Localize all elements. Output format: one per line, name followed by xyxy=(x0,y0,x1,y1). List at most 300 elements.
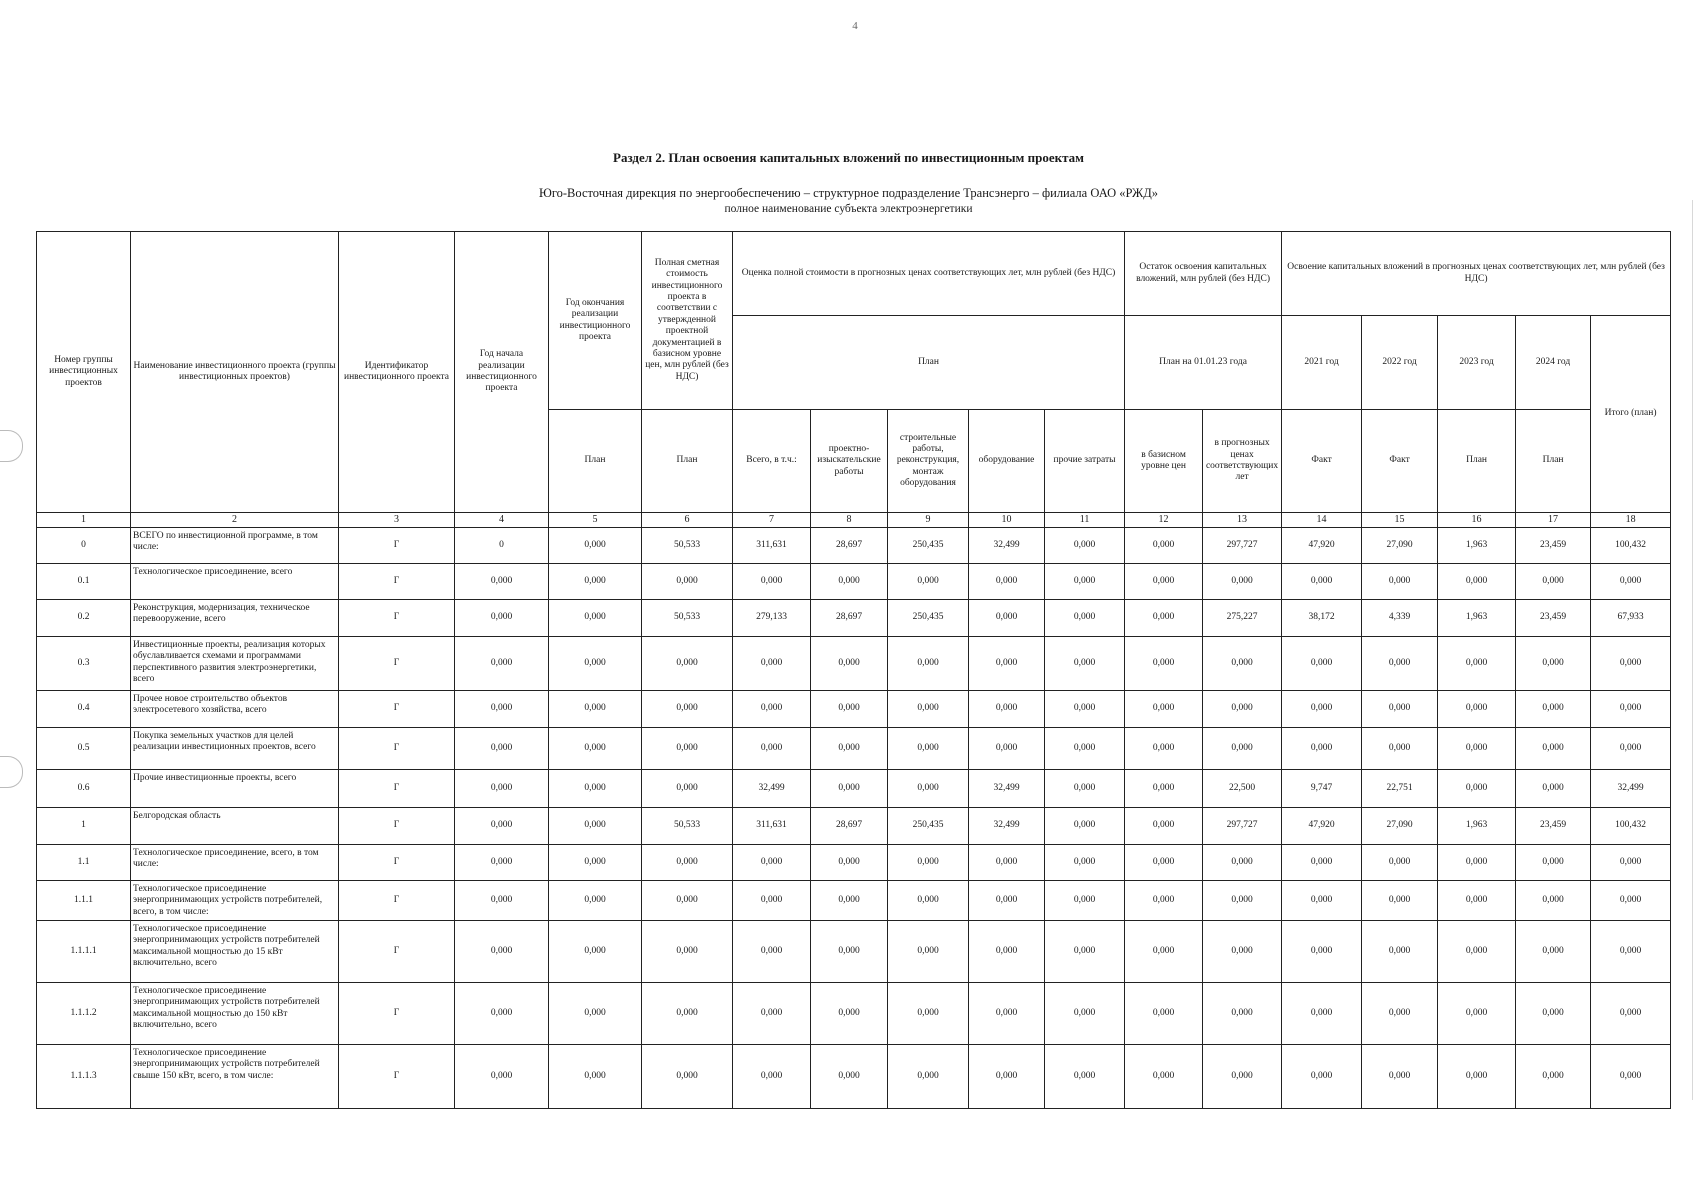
remainder-forecast-cell: 0,000 xyxy=(1203,845,1282,881)
fact-2022-cell: 4,339 xyxy=(1362,600,1438,637)
fact-2021-cell: 47,920 xyxy=(1282,808,1362,845)
punch-hole xyxy=(0,756,23,788)
header-end-year: Год окончания реализации инвестиционного проекта xyxy=(549,232,642,410)
end-year-cell: 0,000 xyxy=(549,528,642,564)
project-name-cell: Покупка земельных участков для целей реализации инвестиционных проектов, всего xyxy=(131,728,339,770)
remainder-base-cell: 0,000 xyxy=(1125,691,1203,728)
row-number-cell: 1.1.1.1 xyxy=(37,921,131,983)
remainder-forecast-cell: 22,500 xyxy=(1203,770,1282,808)
remainder-base-cell: 0,000 xyxy=(1125,600,1203,637)
identifier-cell: Г xyxy=(339,691,455,728)
estimate-cost-cell: 0,000 xyxy=(642,770,733,808)
start-year-cell: 0,000 xyxy=(455,600,549,637)
project-name-cell: Технологическое присоединение, всего, в том числе: xyxy=(131,845,339,881)
construction-works-cell: 0,000 xyxy=(888,845,969,881)
total-cost-cell: 0,000 xyxy=(733,1045,811,1109)
header-fact-2021: Факт xyxy=(1282,410,1362,513)
table-row xyxy=(37,845,1671,881)
remainder-base-cell: 0,000 xyxy=(1125,983,1203,1045)
fact-2022-cell: 0,000 xyxy=(1362,728,1438,770)
total-cost-cell: 0,000 xyxy=(733,845,811,881)
table-row xyxy=(37,564,1671,600)
header-estimate-cost: Полная сметная стоимость инвестиционного проекта в соответствии с утвержденной проектной документацией в базисном уровне цен, млн рублей (без НДС) xyxy=(642,232,733,410)
start-year-cell: 0,000 xyxy=(455,808,549,845)
table-row xyxy=(37,1045,1671,1109)
column-number: 7 xyxy=(733,513,811,528)
total-plan-cell: 0,000 xyxy=(1591,921,1671,983)
row-number-cell: 1.1.1 xyxy=(37,881,131,921)
start-year-cell: 0,000 xyxy=(455,564,549,600)
construction-works-cell: 0,000 xyxy=(888,921,969,983)
remainder-base-cell: 0,000 xyxy=(1125,528,1203,564)
header-plan-2023: План xyxy=(1438,410,1516,513)
remainder-forecast-cell: 0,000 xyxy=(1203,728,1282,770)
end-year-cell: 0,000 xyxy=(549,691,642,728)
table-header xyxy=(37,232,1671,513)
header-col5-plan: План xyxy=(549,410,642,513)
start-year-cell: 0,000 xyxy=(455,921,549,983)
plan-2024-cell: 23,459 xyxy=(1516,808,1591,845)
row-number-cell: 1.1.1.3 xyxy=(37,1045,131,1109)
row-number-cell: 0.6 xyxy=(37,770,131,808)
total-plan-cell: 100,432 xyxy=(1591,528,1671,564)
estimate-cost-cell: 50,533 xyxy=(642,600,733,637)
plan-2024-cell: 0,000 xyxy=(1516,770,1591,808)
identifier-cell: Г xyxy=(339,728,455,770)
construction-works-cell: 250,435 xyxy=(888,808,969,845)
row-number-cell: 1.1.1.2 xyxy=(37,983,131,1045)
plan-2024-cell: 0,000 xyxy=(1516,728,1591,770)
remainder-forecast-cell: 0,000 xyxy=(1203,1045,1282,1109)
organization-caption: полное наименование субъекта электроэнергетики xyxy=(724,203,973,215)
end-year-cell: 0,000 xyxy=(549,845,642,881)
fact-2022-cell: 0,000 xyxy=(1362,881,1438,921)
column-number: 11 xyxy=(1045,513,1125,528)
fact-2022-cell: 0,000 xyxy=(1362,564,1438,600)
plan-2023-cell: 0,000 xyxy=(1438,921,1516,983)
design-works-cell: 0,000 xyxy=(811,564,888,600)
design-works-cell: 28,697 xyxy=(811,808,888,845)
project-name-cell: Белгородская область xyxy=(131,808,339,845)
project-name-cell: Инвестиционные проекты, реализация которых обуславливается схемами и программами перспективного развития электроэнергетики, всего xyxy=(131,637,339,691)
construction-works-cell: 0,000 xyxy=(888,728,969,770)
column-number: 16 xyxy=(1438,513,1516,528)
total-cost-cell: 0,000 xyxy=(733,921,811,983)
table-row xyxy=(37,983,1671,1045)
plan-2024-cell: 0,000 xyxy=(1516,983,1591,1045)
total-cost-cell: 311,631 xyxy=(733,808,811,845)
remainder-forecast-cell: 0,000 xyxy=(1203,921,1282,983)
scan-edge xyxy=(1692,200,1693,1100)
punch-hole xyxy=(0,430,23,462)
design-works-cell: 0,000 xyxy=(811,1045,888,1109)
total-plan-cell: 0,000 xyxy=(1591,1045,1671,1109)
equipment-cell: 0,000 xyxy=(969,1045,1045,1109)
end-year-cell: 0,000 xyxy=(549,728,642,770)
construction-works-cell: 0,000 xyxy=(888,564,969,600)
design-works-cell: 0,000 xyxy=(811,637,888,691)
equipment-cell: 0,000 xyxy=(969,845,1045,881)
end-year-cell: 0,000 xyxy=(549,600,642,637)
column-number: 6 xyxy=(642,513,733,528)
total-plan-cell: 0,000 xyxy=(1591,728,1671,770)
project-name-cell: Технологическое присоединение, всего xyxy=(131,564,339,600)
plan-2023-cell: 0,000 xyxy=(1438,1045,1516,1109)
header-base-prices: в базисном уровне цен xyxy=(1125,410,1203,513)
project-name-cell: Технологическое присоединение энергопринимающих устройств потребителей, всего, в том числе: xyxy=(131,881,339,921)
remainder-forecast-cell: 0,000 xyxy=(1203,691,1282,728)
start-year-cell: 0,000 xyxy=(455,691,549,728)
estimate-cost-cell: 0,000 xyxy=(642,983,733,1045)
estimate-cost-cell: 0,000 xyxy=(642,728,733,770)
project-name-cell: Технологическое присоединение энергопринимающих устройств потребителей свыше 150 кВт, всего, в том числе: xyxy=(131,1045,339,1109)
column-number: 5 xyxy=(549,513,642,528)
header-design-works: проектно-изыскательские работы xyxy=(811,410,888,513)
remainder-forecast-cell: 0,000 xyxy=(1203,983,1282,1045)
construction-works-cell: 0,000 xyxy=(888,1045,969,1109)
table-body xyxy=(37,528,1671,1109)
column-number: 18 xyxy=(1591,513,1671,528)
row-number-cell: 0.5 xyxy=(37,728,131,770)
other-costs-cell: 0,000 xyxy=(1045,564,1125,600)
estimate-cost-cell: 0,000 xyxy=(642,691,733,728)
identifier-cell: Г xyxy=(339,528,455,564)
fact-2021-cell: 0,000 xyxy=(1282,921,1362,983)
other-costs-cell: 0,000 xyxy=(1045,983,1125,1045)
column-number: 17 xyxy=(1516,513,1591,528)
total-cost-cell: 32,499 xyxy=(733,770,811,808)
other-costs-cell: 0,000 xyxy=(1045,600,1125,637)
fact-2021-cell: 0,000 xyxy=(1282,564,1362,600)
fact-2022-cell: 27,090 xyxy=(1362,808,1438,845)
fact-2022-cell: 0,000 xyxy=(1362,921,1438,983)
column-number: 13 xyxy=(1203,513,1282,528)
table-row xyxy=(37,600,1671,637)
estimate-cost-cell: 0,000 xyxy=(642,1045,733,1109)
plan-2023-cell: 1,963 xyxy=(1438,808,1516,845)
total-cost-cell: 0,000 xyxy=(733,881,811,921)
fact-2021-cell: 0,000 xyxy=(1282,1045,1362,1109)
fact-2021-cell: 0,000 xyxy=(1282,881,1362,921)
remainder-base-cell: 0,000 xyxy=(1125,564,1203,600)
column-number: 14 xyxy=(1282,513,1362,528)
remainder-forecast-cell: 297,727 xyxy=(1203,528,1282,564)
other-costs-cell: 0,000 xyxy=(1045,728,1125,770)
plan-2023-cell: 0,000 xyxy=(1438,845,1516,881)
project-name-cell: Технологическое присоединение энергопринимающих устройств потребителей максимальной мощностью до 15 кВт включительно, всего xyxy=(131,921,339,983)
estimate-cost-cell: 0,000 xyxy=(642,921,733,983)
plan-2024-cell: 0,000 xyxy=(1516,691,1591,728)
row-number-cell: 0.2 xyxy=(37,600,131,637)
section-title: Раздел 2. План освоения капитальных вложений по инвестиционным проектам xyxy=(613,150,1084,165)
header-plan-date: План на 01.01.23 года xyxy=(1125,316,1282,410)
other-costs-cell: 0,000 xyxy=(1045,528,1125,564)
total-plan-cell: 0,000 xyxy=(1591,983,1671,1045)
construction-works-cell: 0,000 xyxy=(888,770,969,808)
remainder-forecast-cell: 297,727 xyxy=(1203,808,1282,845)
remainder-base-cell: 0,000 xyxy=(1125,921,1203,983)
table-row xyxy=(37,691,1671,728)
plan-2024-cell: 0,000 xyxy=(1516,921,1591,983)
table-row xyxy=(37,637,1671,691)
plan-2023-cell: 1,963 xyxy=(1438,600,1516,637)
plan-2024-cell: 0,000 xyxy=(1516,845,1591,881)
total-plan-cell: 0,000 xyxy=(1591,691,1671,728)
remainder-forecast-cell: 0,000 xyxy=(1203,564,1282,600)
equipment-cell: 0,000 xyxy=(969,881,1045,921)
identifier-cell: Г xyxy=(339,770,455,808)
table-row xyxy=(37,528,1671,564)
fact-2022-cell: 0,000 xyxy=(1362,983,1438,1045)
table-row xyxy=(37,881,1671,921)
design-works-cell: 0,000 xyxy=(811,691,888,728)
header-development: Освоение капитальных вложений в прогнозных ценах соответствующих лет, млн рублей (без НДС) xyxy=(1282,232,1671,316)
plan-2023-cell: 0,000 xyxy=(1438,564,1516,600)
plan-2024-cell: 0,000 xyxy=(1516,881,1591,921)
fact-2021-cell: 0,000 xyxy=(1282,637,1362,691)
remainder-base-cell: 0,000 xyxy=(1125,808,1203,845)
total-plan-cell: 67,933 xyxy=(1591,600,1671,637)
other-costs-cell: 0,000 xyxy=(1045,691,1125,728)
estimate-cost-cell: 0,000 xyxy=(642,564,733,600)
total-cost-cell: 311,631 xyxy=(733,528,811,564)
equipment-cell: 0,000 xyxy=(969,983,1045,1045)
other-costs-cell: 0,000 xyxy=(1045,770,1125,808)
plan-2024-cell: 0,000 xyxy=(1516,637,1591,691)
remainder-base-cell: 0,000 xyxy=(1125,770,1203,808)
construction-works-cell: 0,000 xyxy=(888,637,969,691)
plan-2023-cell: 0,000 xyxy=(1438,637,1516,691)
plan-2023-cell: 0,000 xyxy=(1438,983,1516,1045)
page-number: 4 xyxy=(852,20,858,32)
organization-name: Юго-Восточная дирекция по энергообеспечению – структурное подразделение Трансэнерго – филиала ОАО «РЖД» xyxy=(538,186,1159,200)
header-plan-2024: План xyxy=(1516,410,1591,513)
start-year-cell: 0,000 xyxy=(455,881,549,921)
header-full-cost: Оценка полной стоимости в прогнозных ценах соответствующих лет, млн рублей (без НДС) xyxy=(733,232,1125,316)
plan-2024-cell: 0,000 xyxy=(1516,564,1591,600)
plan-2024-cell: 23,459 xyxy=(1516,600,1591,637)
end-year-cell: 0,000 xyxy=(549,564,642,600)
header-total-plan: Итого (план) xyxy=(1591,316,1671,513)
column-number: 3 xyxy=(339,513,455,528)
header-project-name: Наименование инвестиционного проекта (группы инвестиционных проектов) xyxy=(131,232,339,513)
fact-2021-cell: 0,000 xyxy=(1282,845,1362,881)
estimate-cost-cell: 0,000 xyxy=(642,637,733,691)
equipment-cell: 32,499 xyxy=(969,808,1045,845)
column-number: 12 xyxy=(1125,513,1203,528)
end-year-cell: 0,000 xyxy=(549,637,642,691)
identifier-cell: Г xyxy=(339,921,455,983)
total-plan-cell: 32,499 xyxy=(1591,770,1671,808)
table-row xyxy=(37,921,1671,983)
other-costs-cell: 0,000 xyxy=(1045,921,1125,983)
header-remainder: Остаток освоения капитальных вложений, млн рублей (без НДС) xyxy=(1125,232,1282,316)
start-year-cell: 0 xyxy=(455,528,549,564)
other-costs-cell: 0,000 xyxy=(1045,808,1125,845)
project-name-cell: ВСЕГО по инвестиционной программе, в том числе: xyxy=(131,528,339,564)
header-year-2023: 2023 год xyxy=(1438,316,1516,410)
fact-2022-cell: 0,000 xyxy=(1362,637,1438,691)
estimate-cost-cell: 50,533 xyxy=(642,808,733,845)
total-plan-cell: 0,000 xyxy=(1591,637,1671,691)
end-year-cell: 0,000 xyxy=(549,808,642,845)
identifier-cell: Г xyxy=(339,808,455,845)
column-number: 1 xyxy=(37,513,131,528)
total-plan-cell: 0,000 xyxy=(1591,845,1671,881)
total-cost-cell: 0,000 xyxy=(733,564,811,600)
header-year-2024: 2024 год xyxy=(1516,316,1591,410)
total-cost-cell: 0,000 xyxy=(733,728,811,770)
column-number: 10 xyxy=(969,513,1045,528)
header-other-costs: прочие затраты xyxy=(1045,410,1125,513)
start-year-cell: 0,000 xyxy=(455,1045,549,1109)
fact-2022-cell: 0,000 xyxy=(1362,1045,1438,1109)
header-year-2021: 2021 год xyxy=(1282,316,1362,410)
end-year-cell: 0,000 xyxy=(549,770,642,808)
identifier-cell: Г xyxy=(339,845,455,881)
equipment-cell: 0,000 xyxy=(969,637,1045,691)
header-construction-works: строительные работы, реконструкция, монтаж оборудования xyxy=(888,410,969,513)
end-year-cell: 0,000 xyxy=(549,881,642,921)
remainder-base-cell: 0,000 xyxy=(1125,637,1203,691)
table-row xyxy=(37,808,1671,845)
fact-2021-cell: 47,920 xyxy=(1282,528,1362,564)
end-year-cell: 0,000 xyxy=(549,1045,642,1109)
design-works-cell: 0,000 xyxy=(811,770,888,808)
column-number-row xyxy=(37,513,1671,528)
identifier-cell: Г xyxy=(339,983,455,1045)
equipment-cell: 32,499 xyxy=(969,770,1045,808)
start-year-cell: 0,000 xyxy=(455,845,549,881)
design-works-cell: 0,000 xyxy=(811,921,888,983)
column-number: 8 xyxy=(811,513,888,528)
fact-2021-cell: 0,000 xyxy=(1282,691,1362,728)
header-equipment: оборудование xyxy=(969,410,1045,513)
row-number-cell: 0.3 xyxy=(37,637,131,691)
total-plan-cell: 100,432 xyxy=(1591,808,1671,845)
other-costs-cell: 0,000 xyxy=(1045,1045,1125,1109)
fact-2022-cell: 0,000 xyxy=(1362,845,1438,881)
row-number-cell: 0.4 xyxy=(37,691,131,728)
total-plan-cell: 0,000 xyxy=(1591,881,1671,921)
equipment-cell: 0,000 xyxy=(969,600,1045,637)
table-row xyxy=(37,728,1671,770)
fact-2021-cell: 0,000 xyxy=(1282,728,1362,770)
estimate-cost-cell: 0,000 xyxy=(642,881,733,921)
column-numbers xyxy=(37,513,1671,528)
start-year-cell: 0,000 xyxy=(455,983,549,1045)
remainder-base-cell: 0,000 xyxy=(1125,845,1203,881)
estimate-cost-cell: 0,000 xyxy=(642,845,733,881)
other-costs-cell: 0,000 xyxy=(1045,637,1125,691)
plan-2023-cell: 1,963 xyxy=(1438,528,1516,564)
header-start-year: Год начала реализации инвестиционного проекта xyxy=(455,232,549,513)
plan-2023-cell: 0,000 xyxy=(1438,881,1516,921)
remainder-forecast-cell: 0,000 xyxy=(1203,637,1282,691)
remainder-forecast-cell: 275,227 xyxy=(1203,600,1282,637)
end-year-cell: 0,000 xyxy=(549,921,642,983)
equipment-cell: 0,000 xyxy=(969,564,1045,600)
column-number: 9 xyxy=(888,513,969,528)
fact-2021-cell: 38,172 xyxy=(1282,600,1362,637)
estimate-cost-cell: 50,533 xyxy=(642,528,733,564)
project-name-cell: Реконструкция, модернизация, техническое перевооружение, всего xyxy=(131,600,339,637)
construction-works-cell: 0,000 xyxy=(888,691,969,728)
header-identifier: Идентификатор инвестиционного проекта xyxy=(339,232,455,513)
row-number-cell: 0 xyxy=(37,528,131,564)
equipment-cell: 0,000 xyxy=(969,691,1045,728)
plan-2023-cell: 0,000 xyxy=(1438,770,1516,808)
header-forecast-prices: в прогнозных ценах соответствующих лет xyxy=(1203,410,1282,513)
header-col6-plan: План xyxy=(642,410,733,513)
row-number-cell: 1.1 xyxy=(37,845,131,881)
row-number-cell: 0.1 xyxy=(37,564,131,600)
equipment-cell: 0,000 xyxy=(969,728,1045,770)
total-cost-cell: 279,133 xyxy=(733,600,811,637)
total-plan-cell: 0,000 xyxy=(1591,564,1671,600)
project-name-cell: Прочие инвестиционные проекты, всего xyxy=(131,770,339,808)
plan-2024-cell: 0,000 xyxy=(1516,1045,1591,1109)
fact-2021-cell: 0,000 xyxy=(1282,983,1362,1045)
remainder-forecast-cell: 0,000 xyxy=(1203,881,1282,921)
table-row xyxy=(37,770,1671,808)
construction-works-cell: 0,000 xyxy=(888,983,969,1045)
header-fact-2022: Факт xyxy=(1362,410,1438,513)
identifier-cell: Г xyxy=(339,637,455,691)
fact-2022-cell: 0,000 xyxy=(1362,691,1438,728)
other-costs-cell: 0,000 xyxy=(1045,845,1125,881)
design-works-cell: 0,000 xyxy=(811,983,888,1045)
total-cost-cell: 0,000 xyxy=(733,691,811,728)
equipment-cell: 0,000 xyxy=(969,921,1045,983)
equipment-cell: 32,499 xyxy=(969,528,1045,564)
row-number-cell: 1 xyxy=(37,808,131,845)
investment-plan-table xyxy=(36,231,1671,1109)
header-year-2022: 2022 год xyxy=(1362,316,1438,410)
fact-2022-cell: 27,090 xyxy=(1362,528,1438,564)
plan-2023-cell: 0,000 xyxy=(1438,691,1516,728)
start-year-cell: 0,000 xyxy=(455,770,549,808)
identifier-cell: Г xyxy=(339,881,455,921)
identifier-cell: Г xyxy=(339,1045,455,1109)
project-name-cell: Прочее новое строительство объектов электросетевого хозяйства, всего xyxy=(131,691,339,728)
remainder-base-cell: 0,000 xyxy=(1125,1045,1203,1109)
construction-works-cell: 0,000 xyxy=(888,881,969,921)
construction-works-cell: 250,435 xyxy=(888,600,969,637)
project-name-cell: Технологическое присоединение энергопринимающих устройств потребителей максимальной мощностью до 150 кВт включительно, всего xyxy=(131,983,339,1045)
header-group-number: Номер группы инвестиционных проектов xyxy=(37,232,131,513)
plan-2024-cell: 23,459 xyxy=(1516,528,1591,564)
fact-2022-cell: 22,751 xyxy=(1362,770,1438,808)
identifier-cell: Г xyxy=(339,600,455,637)
start-year-cell: 0,000 xyxy=(455,637,549,691)
start-year-cell: 0,000 xyxy=(455,728,549,770)
end-year-cell: 0,000 xyxy=(549,983,642,1045)
design-works-cell: 28,697 xyxy=(811,600,888,637)
header-total-incl: Всего, в т.ч.: xyxy=(733,410,811,513)
column-number: 4 xyxy=(455,513,549,528)
remainder-base-cell: 0,000 xyxy=(1125,728,1203,770)
construction-works-cell: 250,435 xyxy=(888,528,969,564)
design-works-cell: 0,000 xyxy=(811,728,888,770)
identifier-cell: Г xyxy=(339,564,455,600)
total-cost-cell: 0,000 xyxy=(733,637,811,691)
header-plan: План xyxy=(733,316,1125,410)
plan-2023-cell: 0,000 xyxy=(1438,728,1516,770)
design-works-cell: 28,697 xyxy=(811,528,888,564)
column-number: 15 xyxy=(1362,513,1438,528)
design-works-cell: 0,000 xyxy=(811,845,888,881)
